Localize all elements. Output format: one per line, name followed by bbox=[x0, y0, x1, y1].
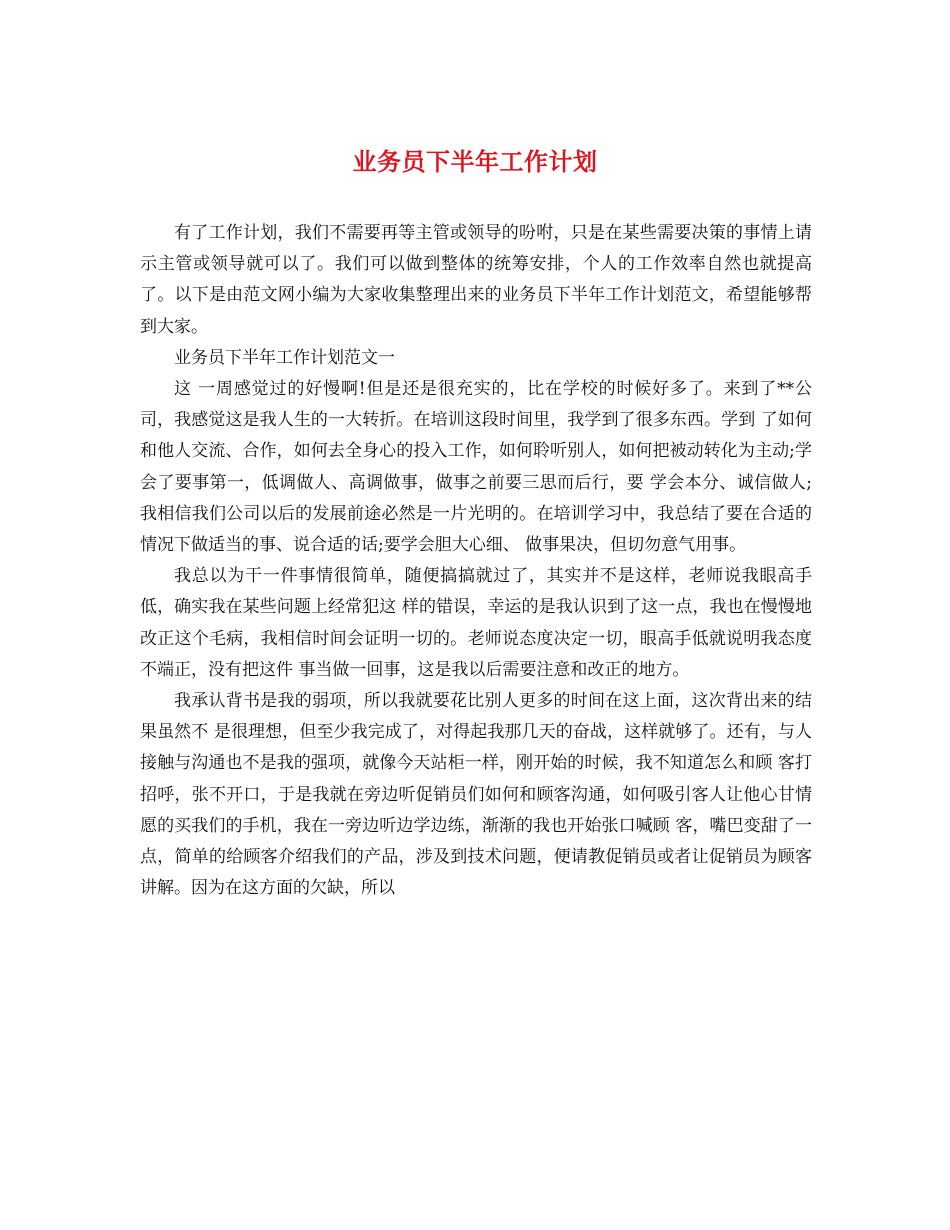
document-body bbox=[140, 218, 812, 904]
body-paragraph: 我承认背书是我的弱项，所以我就要花比别人更多的时间在这上面，这次背出来的结果虽然不 是很理想，但至少我完成了，对得起我那几天的奋战，这样就够了。还有，与人接触与沟通也不是我的强项，就像今天站柜一样，刚开始的时候，我不知道怎么和顾 客打招呼，张不开口，于是我就在旁边听促销员们如何和顾客沟通，如何吸引客人让他心甘情愿的买我们的手机，我在一旁边听边学边练，渐渐的我也开始张口喊顾 客，嘴巴变甜了一点，简单的给顾客介绍我们的产品，涉及到技术问题，便请教促销员或者让促销员为顾客讲解。因为在这方面的欠缺，所以 bbox=[140, 691, 812, 899]
intro-paragraph: 有了工作计划，我们不需要再等主管或领导的吩咐，只是在某些需要决策的事情上请示主管或领导就可以了。我们可以做到整体的统筹安排，个人的工作效率自然也就提高了。以下是由范文网小编为大家收集整理出来的业务员下半年工作计划范文，希望能够帮到大家。 bbox=[140, 223, 812, 337]
document-title: 业务员下半年工作计划 bbox=[352, 148, 598, 176]
section-heading: 业务员下半年工作计划范文一 bbox=[174, 347, 395, 368]
body-paragraph: 这 一周感觉过的好慢啊!但是还是很充实的，比在学校的时候好多了。来到了**公司，我感觉这是我人生的一大转折。在培训这段时间里，我学到了很多东西。学到 了如何和他人交流、合作，如何去全身心的投入工作，如何聆听别人，如何把被动转化为主动;学会了要事第一，低调做人、高调做事，做事之前要三思而后行，要 学会本分、诚信做人;我相信我们公司以后的发展前途必然是一片光明的。在培训学习中，我总结了要在合适的情况下做适当的事、说合适的话;要学会胆大心细、 做事果决，但切勿意气用事。 bbox=[140, 379, 812, 556]
body-paragraph: 我总以为干一件事情很简单，随便搞搞就过了，其实并不是这样，老师说我眼高手低，确实我在某些问题上经常犯这 样的错误，幸运的是我认识到了这一点，我也在慢慢地改正这个毛病，我相信时间会证明一切的。老师说态度决定一切，眼高手低就说明我态度不端正，没有把这件 事当做一回事，这是我以后需要注意和改正的地方。 bbox=[140, 566, 812, 680]
